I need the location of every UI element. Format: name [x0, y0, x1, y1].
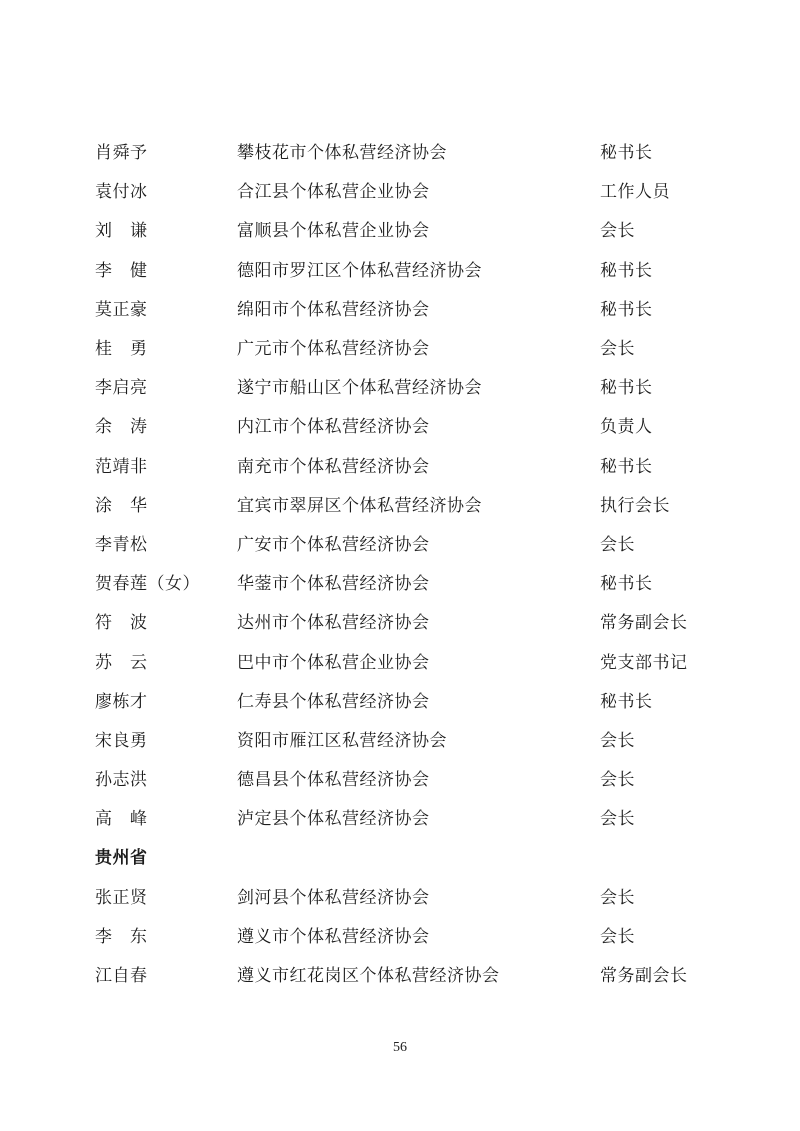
organization: 剑河县个体私营经济协会	[237, 887, 430, 907]
person-name: 莫正豪	[95, 299, 148, 319]
roster-row	[0, 640, 800, 679]
person-name: 苏 云	[95, 652, 148, 672]
position-title: 负责人	[600, 417, 653, 437]
organization: 资阳市雁江区私营经济协会	[237, 730, 447, 750]
person-name: 宋良勇	[95, 730, 148, 750]
roster-row	[0, 445, 800, 484]
roster-row	[0, 719, 800, 758]
person-name: 李 东	[95, 926, 148, 946]
person-name: 高 峰	[95, 809, 148, 829]
organization: 仁寿县个体私营经济协会	[237, 691, 430, 711]
organization: 遂宁市船山区个体私营经济协会	[237, 378, 482, 398]
organization: 达州市个体私营经济协会	[237, 613, 430, 633]
position-title: 会长	[600, 221, 635, 241]
position-title: 秘书长	[600, 378, 653, 398]
organization: 遵义市红花岗区个体私营经济协会	[237, 966, 500, 986]
person-name: 李 健	[95, 260, 148, 280]
organization: 巴中市个体私营企业协会	[237, 652, 430, 672]
organization: 宜宾市翠屏区个体私营经济协会	[237, 495, 482, 515]
roster-row	[0, 327, 800, 366]
person-name: 廖栋才	[95, 691, 148, 711]
organization: 广安市个体私营经济协会	[237, 534, 430, 554]
position-title: 会长	[600, 730, 635, 750]
person-name: 李青松	[95, 534, 148, 554]
position-title: 常务副会长	[600, 613, 688, 633]
roster-row	[0, 523, 800, 562]
person-name: 江自春	[95, 966, 148, 986]
position-title: 会长	[600, 926, 635, 946]
roster-row	[0, 915, 800, 954]
person-name: 贺春莲（女）	[95, 574, 200, 594]
position-title: 秘书长	[600, 260, 653, 280]
organization: 德阳市罗江区个体私营经济协会	[237, 260, 482, 280]
position-title: 秘书长	[600, 143, 653, 163]
roster-row	[0, 562, 800, 601]
person-name: 孙志洪	[95, 770, 148, 790]
position-title: 会长	[600, 770, 635, 790]
position-title: 秘书长	[600, 574, 653, 594]
organization: 遵义市个体私营经济协会	[237, 926, 430, 946]
roster-row	[0, 797, 800, 836]
position-title: 秘书长	[600, 456, 653, 476]
position-title: 秘书长	[600, 299, 653, 319]
position-title: 会长	[600, 534, 635, 554]
roster-row	[0, 170, 800, 209]
organization: 广元市个体私营经济协会	[237, 339, 430, 359]
organization: 绵阳市个体私营经济协会	[237, 299, 430, 319]
organization: 内江市个体私营经济协会	[237, 417, 430, 437]
roster-row	[0, 288, 800, 327]
person-name: 桂 勇	[95, 339, 148, 359]
page-number: 56	[393, 1040, 407, 1055]
position-title: 会长	[600, 887, 635, 907]
roster-row	[0, 405, 800, 444]
roster-row	[0, 680, 800, 719]
roster-row	[0, 601, 800, 640]
person-name: 刘 谦	[95, 221, 148, 241]
roster-row	[0, 954, 800, 993]
position-title: 常务副会长	[600, 966, 688, 986]
organization: 攀枝花市个体私营经济协会	[237, 143, 447, 163]
person-name: 肖舜予	[95, 143, 148, 163]
roster-row	[0, 249, 800, 288]
organization: 富顺县个体私营企业协会	[237, 221, 430, 241]
roster-list	[0, 131, 800, 993]
position-title: 工作人员	[600, 182, 670, 202]
organization: 南充市个体私营经济协会	[237, 456, 430, 476]
person-name: 余 涛	[95, 417, 148, 437]
organization: 合江县个体私营企业协会	[237, 182, 430, 202]
position-title: 党支部书记	[600, 652, 688, 672]
position-title: 会长	[600, 339, 635, 359]
person-name: 范靖非	[95, 456, 148, 476]
position-title: 执行会长	[600, 495, 670, 515]
roster-row	[0, 876, 800, 915]
person-name: 涂 华	[95, 495, 148, 515]
organization: 泸定县个体私营经济协会	[237, 809, 430, 829]
section-header: 贵州省	[95, 848, 148, 868]
roster-row	[0, 131, 800, 170]
person-name: 李启亮	[95, 378, 148, 398]
position-title: 秘书长	[600, 691, 653, 711]
organization: 华蓥市个体私营经济协会	[237, 574, 430, 594]
person-name: 袁付冰	[95, 182, 148, 202]
roster-row	[0, 758, 800, 797]
position-title: 会长	[600, 809, 635, 829]
roster-row	[0, 209, 800, 248]
roster-row	[0, 484, 800, 523]
person-name: 符 波	[95, 613, 148, 633]
person-name: 张正贤	[95, 887, 148, 907]
roster-row	[0, 366, 800, 405]
organization: 德昌县个体私营经济协会	[237, 770, 430, 790]
